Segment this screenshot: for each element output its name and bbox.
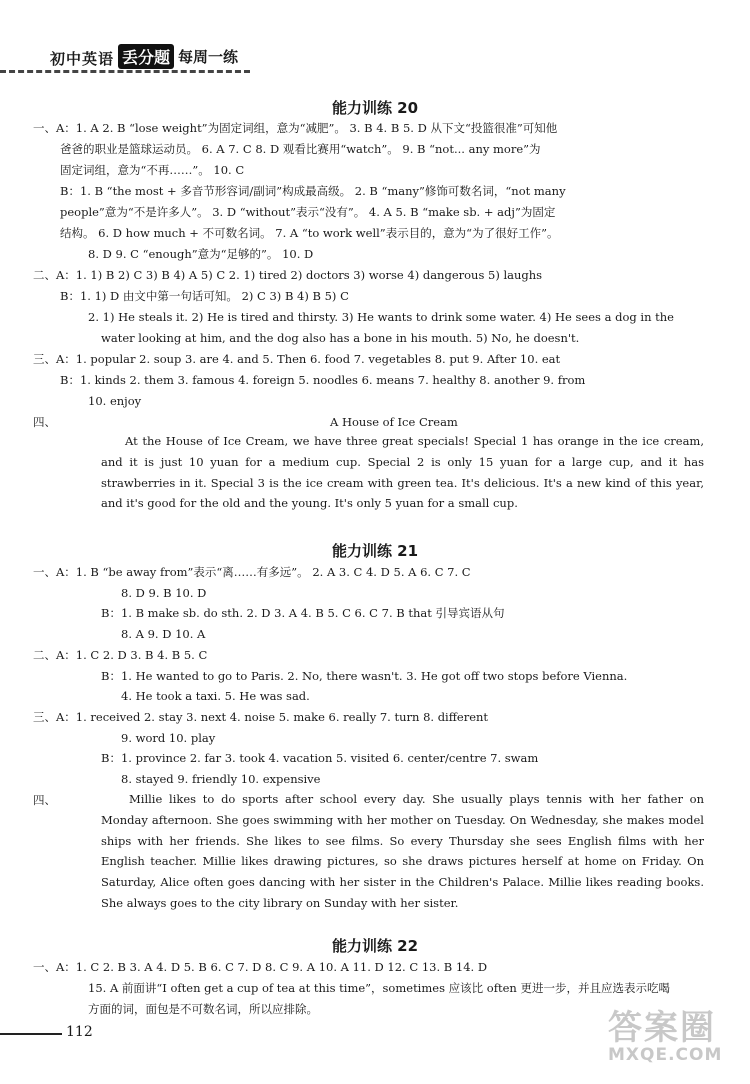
page-header — [0, 40, 750, 80]
answer-line: B：1. B “the most + 多音节形容词/副词”构成最高级。 2. B “many”修饰可数名词，“not many — [60, 184, 566, 198]
answer-line: 10. enjoy — [88, 394, 142, 408]
answer-line: 9. word 10. play — [121, 731, 216, 745]
answer-line: 二、A：1. 1) B 2) C 3) B 4) A 5) C 2. 1) tired 2) doctors 3) worse 4) dangerous 5) laughs — [33, 268, 543, 282]
answer-line: B：1. B make sb. do sth. 2. D 3. A 4. B 5. C 6. C 7. B that 引导宾语从句 — [101, 606, 505, 620]
answer-line: people”意为“不是许多人”。 3. D “without”表示“没有”。 4. A 5. B “make sb. + adj”为固定 — [60, 205, 556, 219]
answer-line: 一、A：1. A 2. B “lose weight”为固定词组，意为“减肥”。 3. B 4. B 5. D 从下文“投篮很准”可知他 — [33, 121, 558, 135]
section-title-22: 能力训练 22 — [331, 937, 419, 955]
page-number: 112 — [66, 1024, 93, 1040]
answer-line: 二、A：1. C 2. D 3. B 4. B 5. C — [33, 648, 208, 662]
answer-line: B：1. kinds 2. them 3. famous 4. foreign 5. noodles 6. means 7. healthy 8. another 9. from — [60, 373, 586, 387]
answer-line: 8. stayed 9. friendly 10. expensive — [121, 772, 321, 786]
answer-line: 爸爸的职业是篮球运动员。 6. A 7. C 8. D 观看比赛用“watch”。 9. B “not... any more”为 — [60, 142, 541, 156]
answer-line: 方面的词，面包是不可数名词，所以应排除。 — [88, 1002, 318, 1016]
header-divider — [0, 70, 250, 73]
answer-line: 8. A 9. D 10. A — [121, 627, 206, 641]
answer-line: B：1. province 2. far 3. took 4. vacation 5. visited 6. center/centre 7. swam — [101, 751, 539, 765]
answer-line: B：1. 1) D 由文中第一句话可知。 2) C 3) B 4) B 5) C — [60, 289, 349, 303]
answer-line: water looking at him, and the dog also has a bone in his mouth. 5) No, he doesn't. — [101, 331, 580, 345]
answer-line: 8. D 9. B 10. D — [121, 586, 207, 600]
section-title-21: 能力训练 21 — [331, 542, 419, 560]
book-title-badge: 丢分题 — [118, 44, 174, 69]
section-marker: 四、 — [33, 415, 56, 429]
answer-line: 一、A：1. B “be away from”表示“离……有多远”。 2. A 3. C 4. D 5. A 6. C 7. C — [33, 565, 471, 579]
answer-line: 8. D 9. C “enough”意为“足够的”。 10. D — [88, 247, 314, 261]
book-series-label: 初中英语 — [50, 50, 115, 68]
answer-line: 2. 1) He steals it. 2) He is tired and thirsty. 3) He wants to drink some water. 4) He sees a dog in the — [88, 310, 674, 324]
answer-line: 结构。 6. D how much + 不可数名词。 7. A “to work well”表示目的，意为“为了很好工作”。 — [60, 226, 559, 240]
answer-line: 三、A：1. popular 2. soup 3. are 4. and 5. Then 6. food 7. vegetables 8. put 9. After 10. eat — [33, 352, 561, 366]
passage-title: A House of Ice Cream — [330, 415, 458, 429]
answer-line: 固定词组，意为“不再……”。 10. C — [60, 163, 245, 177]
book-subtitle: 每周一练 — [178, 48, 239, 66]
answer-line: 15. A 前面讲“I often get a cup of tea at this time”，sometimes 应该比 often 更进一步，并且应选表示吃喝 — [88, 981, 670, 995]
passage-text: At the House of Ice Cream, we have three great specials! Special 1 has orange in the ice cream, and it is just 10 yuan for a medium cup. Special 2 is only 15 yuan for a large cup, and it has strawberries in it. Special 3 is the ice cream with green tea. It's delicious. It's a new kind of this year, and it's good for the old and the young. It's only 5 yuan for a small cup. — [101, 434, 704, 511]
answer-line: 三、A：1. received 2. stay 3. next 4. noise 5. make 6. really 7. turn 8. different — [33, 710, 489, 724]
answer-line: 4. He took a taxi. 5. He was sad. — [121, 689, 310, 703]
watermark-logo: 答案圈 MXQE.COM — [608, 1008, 723, 1065]
footer-divider — [0, 1033, 62, 1035]
section-marker: 四、 — [33, 793, 56, 807]
section-title-20: 能力训练 20 — [331, 99, 419, 117]
answer-line: B：1. He wanted to go to Paris. 2. No, there wasn't. 3. He got off two stops before Vienna. — [101, 669, 628, 683]
passage-text: Millie likes to do sports after school every day. She usually plays tennis with her father on Monday afternoon. She goes swimming with her mother on Tuesday. On Wednesday, she makes model ships with her friends. She likes to see films. So every Thursday she sees English films with her English teacher. Millie likes drawing pictures, so she draws pictures herself at home on Friday. On Saturday, Alice often goes dancing with her sister in the Children's Palace. Millie likes reading books. She always goes to the city library on Sunday with her sister. — [101, 792, 704, 910]
answer-line: 一、A：1. C 2. B 3. A 4. D 5. B 6. C 7. D 8. C 9. A 10. A 11. D 12. C 13. B 14. D — [33, 960, 488, 974]
